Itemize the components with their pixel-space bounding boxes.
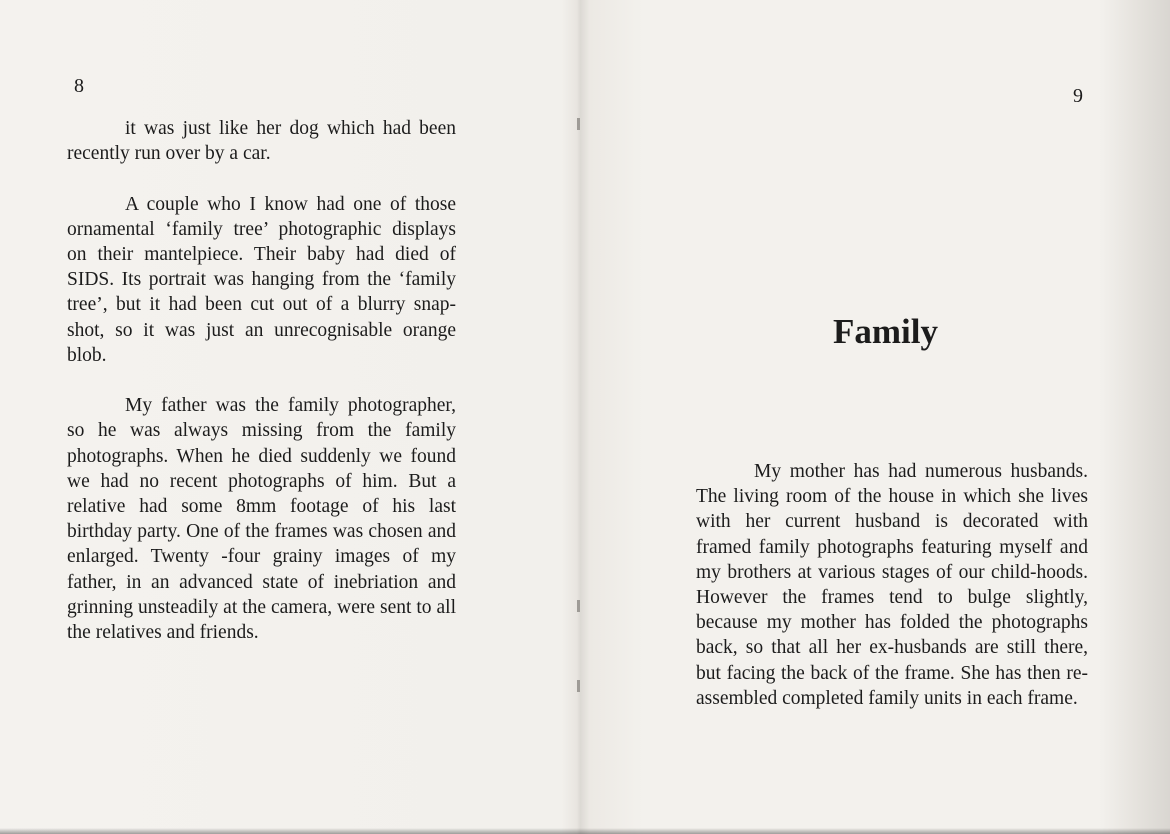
chapter-title: Family bbox=[833, 312, 938, 351]
body-text bbox=[696, 459, 1088, 711]
page-shadow bbox=[0, 828, 1170, 834]
right-page bbox=[580, 0, 1170, 834]
page-number: 9 bbox=[1073, 85, 1083, 107]
body-text bbox=[67, 116, 456, 645]
paragraph: My mother has had numerous husbands. The living room of the house in which she lives with her current husband is decorated with framed family photographs featuring myself and my brothers at various stages of our child-hoods. However the frames tend to bulge slightly, because my mother has folded the photographs back, so that all her ex-husbands are still there, but facing the back of the frame. She has then re-assembled completed family units in each frame. bbox=[696, 461, 1088, 709]
left-page bbox=[0, 0, 580, 834]
paragraph: My father was the family photographer, so he was always missing from the family photographs. When he died suddenly we found we had no recent photographs of him. But a relative had some 8mm footage of his last birthday party. One of the frames was chosen and enlarged. Twenty -four grainy images of my father, in an advanced state of inebriation and grinning unsteadily at the camera, were sent to all the relatives and friends. bbox=[67, 395, 456, 644]
paragraph: A couple who I know had one of those ornamental ‘family tree’ photographic displays on their mantelpiece. Their baby had died of SIDS. Its portrait was hanging from the ‘family tree’, but it had been cut out of a blurry snap-shot, so it was just an unrecognisable orange blob. bbox=[67, 193, 456, 366]
paragraph: it was just like her dog which had been recently run over by a car. bbox=[67, 118, 456, 165]
page-number: 8 bbox=[74, 75, 84, 97]
